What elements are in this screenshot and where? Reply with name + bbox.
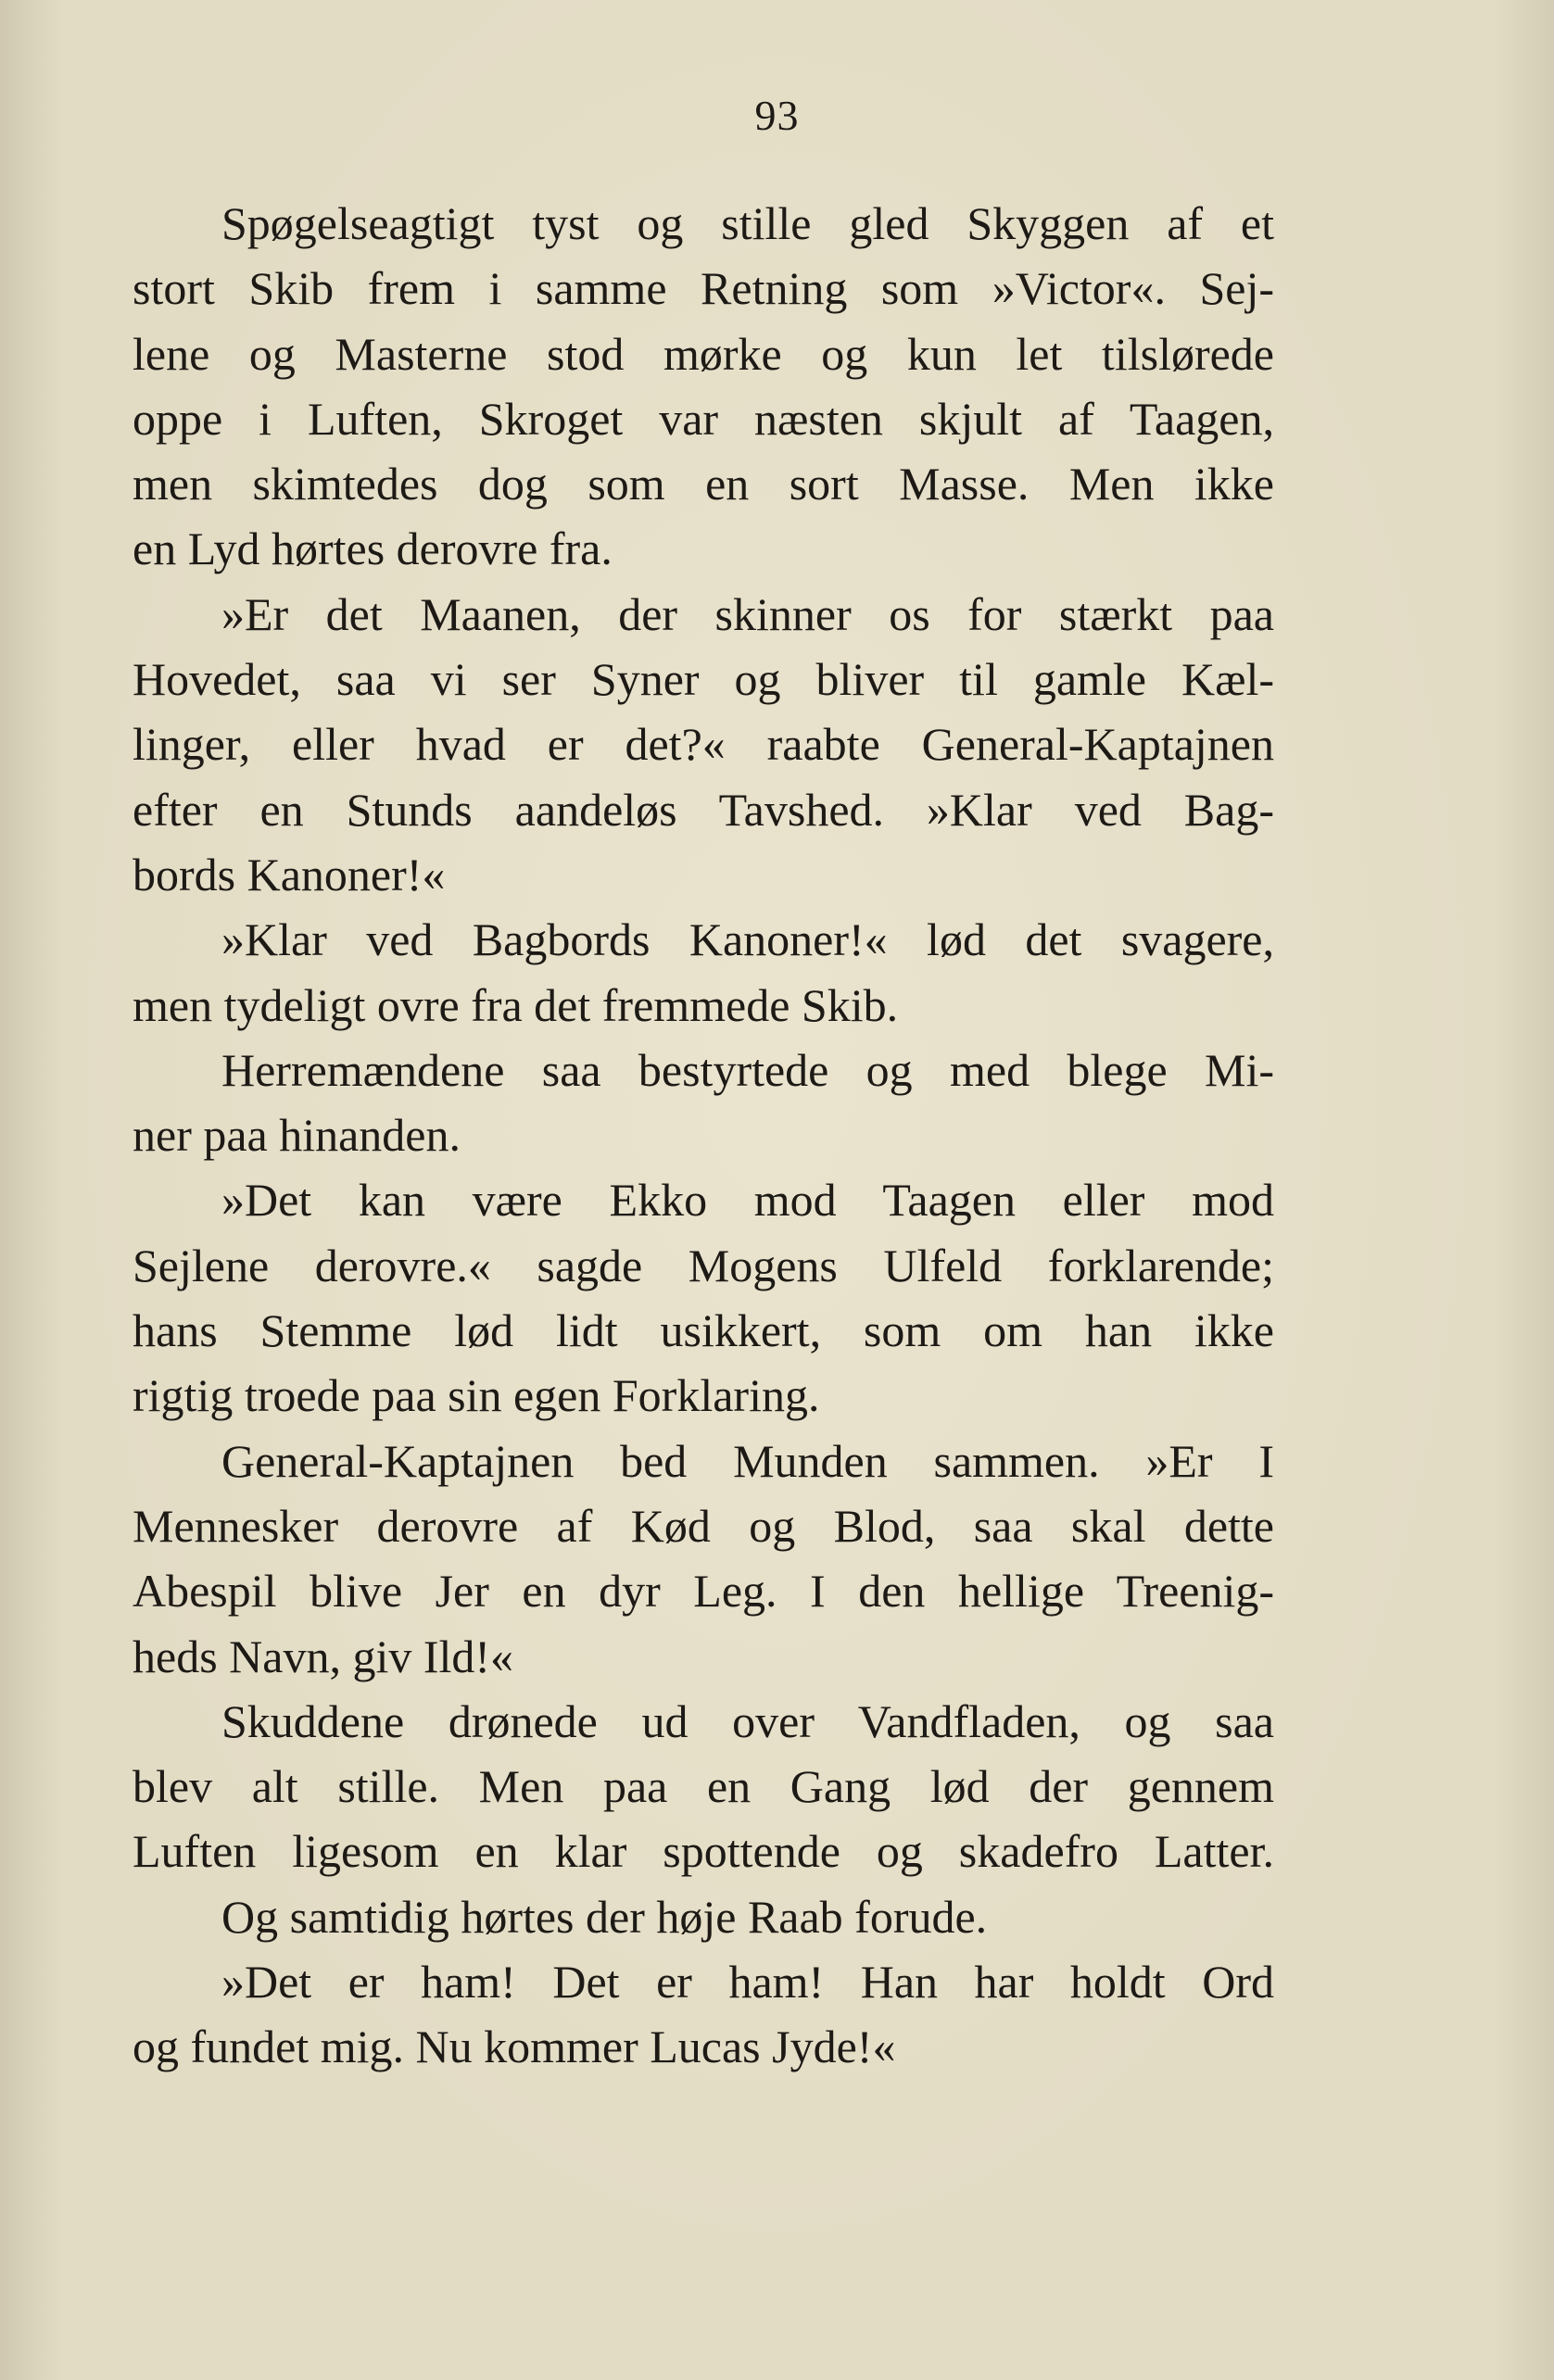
text-line: linger, eller hvad er det?« raabte General-Kaptajnen [133,718,1274,771]
text-line: Og samtidig hørtes der høje Raab forude. [221,1890,988,1943]
text-line: og fundet mig. Nu kommer Lucas Jyde!« [133,2021,896,2073]
text-line: lene og Masterne stod mørke og kun let tilslørede [133,327,1274,380]
text-line: ner paa hinanden. [133,1109,461,1162]
text-line: hans Stemme lød lidt usikkert, som om han ikke [133,1304,1274,1357]
text-line: Abespil blive Jer en dyr Leg. I den hellige Treenig- [133,1565,1274,1618]
text-line: blev alt stille. Men paa en Gang lød der gennem [133,1760,1274,1813]
text-line: »Klar ved Bagbords Kanoner!« lød det svagere, [221,913,1274,966]
text-line: stort Skib frem i samme Retning som »Victor«. Sej- [133,262,1274,315]
text-line: bords Kanoner!« [133,848,446,900]
text-line: en Lyd hørtes derovre fra. [133,523,613,575]
body-text [133,191,1274,2080]
text-line: Skuddene drønede ud over Vandfladen, og saa [221,1694,1274,1747]
text-line: »Det kan være Ekko mod Taagen eller mod [221,1174,1274,1227]
text-line: Sejlene derovre.« sagde Mogens Ulfeld forklarende; [133,1239,1274,1291]
text-line: efter en Stunds aandeløs Tavshed. »Klar ved Bag- [133,783,1274,836]
text-line: General-Kaptajnen bed Munden sammen. »Er I [221,1434,1274,1487]
text-line: men skimtedes dog som en sort Masse. Men ikke [133,458,1274,510]
text-line: men tydeligt ovre fra det fremmede Skib. [133,978,899,1031]
text-line: Hovedet, saa vi ser Syner og bliver til gamle Kæl- [133,653,1274,706]
page-number: 93 [754,92,800,139]
text-line: Spøgelseagtigt tyst og stille gled Skyggen af et [221,197,1274,249]
text-line: oppe i Luften, Skroget var næsten skjult af Taagen, [133,392,1274,445]
text-line: »Det er ham! Det er ham! Han har holdt Ord [221,1956,1274,2009]
text-line: Herremændene saa bestyrtede og med blege Mi- [221,1043,1274,1096]
text-line: Luften ligesom en klar spottende og skadefro Latter. [133,1825,1274,1878]
text-line: »Er det Maanen, der skinner os for stærkt paa [221,587,1274,640]
text-line: rigtig troede paa sin egen Forklaring. [133,1369,820,1422]
text-line: Mennesker derovre af Kød og Blod, saa skal dette [133,1499,1274,1552]
text-line: heds Navn, giv Ild!« [133,1630,514,1682]
